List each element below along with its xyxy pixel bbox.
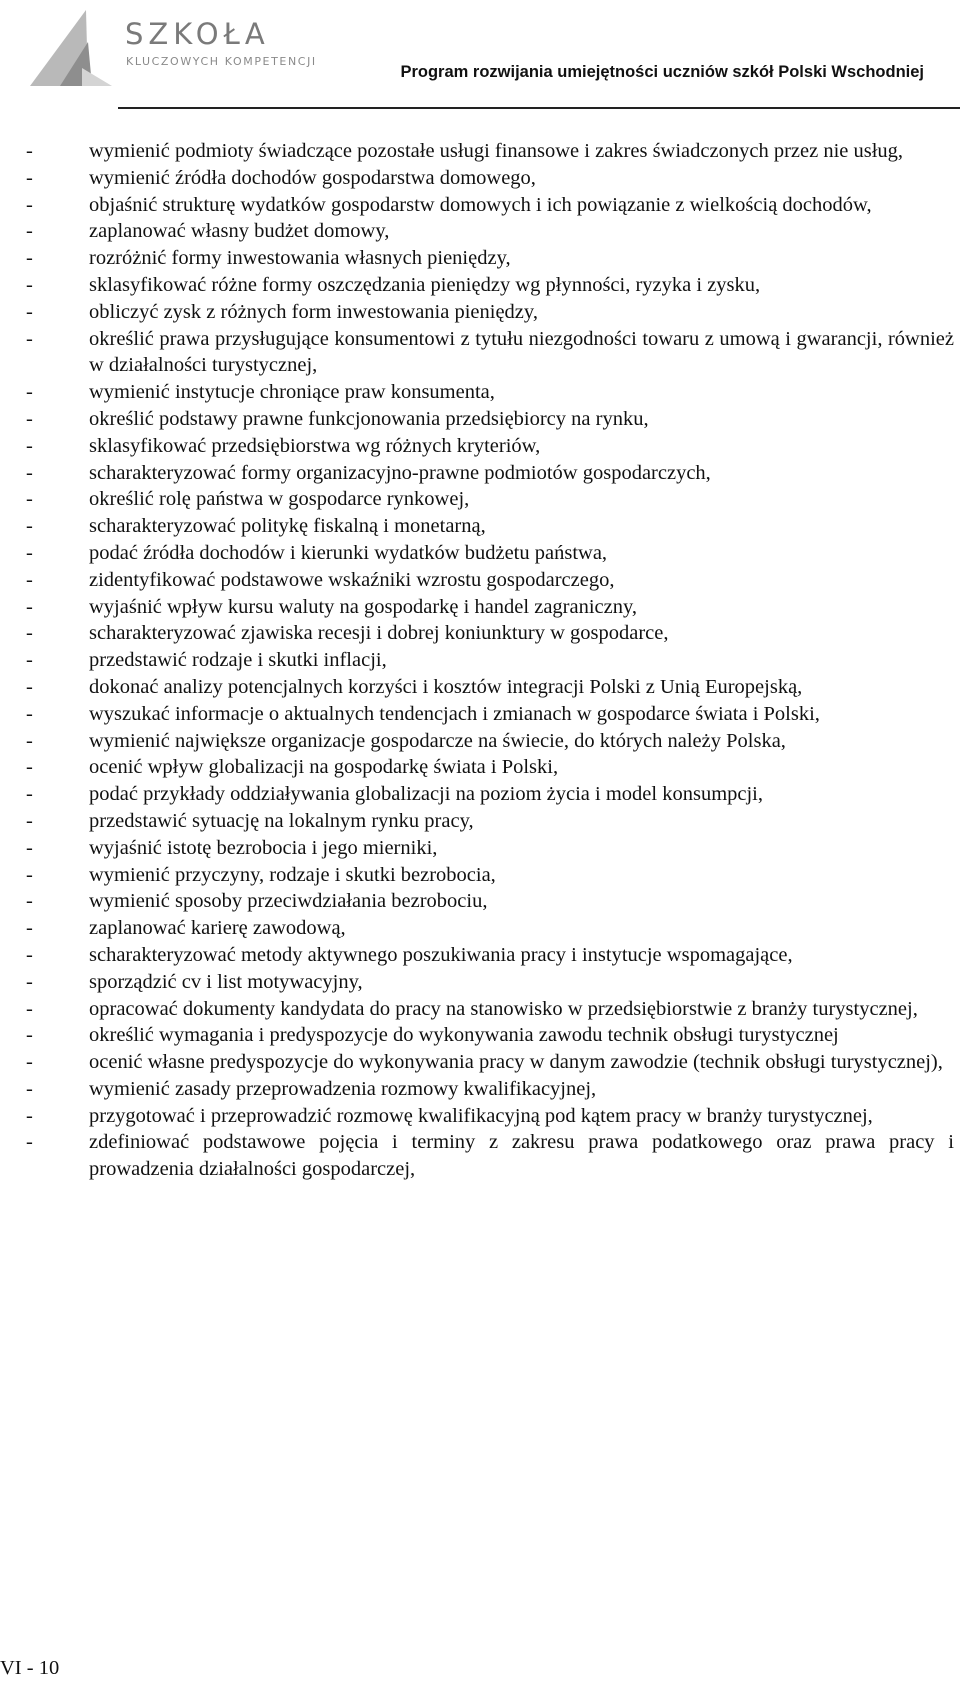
list-dash: - [26,702,33,725]
skills-list [26,138,954,1183]
list-dash: - [26,193,33,216]
list-item-text: zaplanować karierę zawodową, [89,917,346,940]
list-dash: - [26,649,33,672]
list-item [26,1076,954,1103]
list-dash: - [26,247,33,270]
list-dash: - [26,273,33,296]
list-item [26,1103,954,1130]
logo-subtitle: KLUCZOWYCH KOMPETENCJI [126,55,317,68]
list-item [26,888,954,915]
list-item-text: zaplanować własny budżet domowy, [89,220,390,243]
list-dash: - [26,1051,33,1074]
list-item [26,942,954,969]
list-item-text: sporządzić cv i list motywacyjny, [89,970,363,993]
list-item-text: ocenić własne predyspozycje do wykonywania pracy w danym zawodzie (technik obsługi turystycznej), [89,1051,943,1074]
list-item-text: określić prawa przysługujące konsumentowi z tytułu niezgodności towaru z umową i gwarancji, również w działalności turystycznej, [89,327,954,377]
list-item-text: wymienić podmioty świadczące pozostałe usługi finansowe i zakres świadczonych przez nie usług, [89,140,904,162]
list-dash: - [26,890,33,913]
list-item-text: przedstawić rodzaje i skutki inflacji, [89,649,387,672]
list-item-text: zidentyfikować podstawowe wskaźniki wzrostu gospodarczego, [89,568,615,591]
list-item-text: wymienić największe organizacje gospodarcze na świecie, do których należy Polska, [89,729,786,752]
list-item [26,594,954,621]
list-item [26,1022,954,1049]
list-dash: - [26,595,33,618]
list-item [26,486,954,513]
list-item-text: podać źródła dochodów i kierunki wydatków budżetu państwa, [89,541,608,564]
list-item-text: scharakteryzować formy organizacyjno-prawne podmiotów gospodarczych, [89,461,711,484]
list-dash: - [26,675,33,698]
list-dash: - [26,166,33,189]
list-item [26,433,954,460]
list-item-text: przedstawić sytuację na lokalnym rynku pracy, [89,809,474,832]
program-title: Program rozwijania umiejętności uczniów szkół Polski Wschodniej [400,63,924,81]
logo-title: SZKOŁA [125,17,270,51]
list-dash: - [26,863,33,886]
list-item-text: wyszukać informacje o aktualnych tendencjach i zmianach w gospodarce świata i Polski, [89,702,820,725]
list-dash: - [26,836,33,859]
list-item-text: ocenić wpływ globalizacji na gospodarkę świata i Polski, [89,756,559,779]
list-item [26,540,954,567]
list-item-text: wymienić zasady przeprowadzenia rozmowy kwalifikacyjnej, [89,1077,597,1100]
list-dash: - [26,809,33,832]
list-item-text: określić wymagania i predyspozycje do wykonywania zawodu technik obsługi turystycznej [89,1024,839,1047]
list-item-text: określić rolę państwa w gospodarce rynkowej, [89,488,470,511]
list-dash: - [26,1077,33,1100]
list-item-text: wymienić źródła dochodów gospodarstwa domowego, [89,166,536,189]
list-item-text: wymienić sposoby przeciwdziałania bezrobociu, [89,890,488,913]
list-item [26,299,954,326]
list-item [26,647,954,674]
list-item-text: opracować dokumenty kandydata do pracy na stanowisko w przedsiębiorstwie z branży turystycznej, [89,997,918,1020]
list-item-text: przygotować i przeprowadzić rozmowę kwalifikacyjną pod kątem pracy w branży turystycznej, [89,1104,873,1127]
list-dash: - [26,729,33,752]
list-dash: - [26,622,33,645]
list-item [26,460,954,487]
list-item [26,379,954,406]
list-item-text: scharakteryzować metody aktywnego poszukiwania pracy i instytucje wspomagające, [89,943,793,966]
list-dash: - [26,568,33,591]
list-dash: - [26,1104,33,1127]
list-dash: - [26,140,33,162]
list-dash: - [26,970,33,993]
list-item [26,165,954,192]
list-item [26,754,954,781]
list-item [26,567,954,594]
list-item-text: sklasyfikować przedsiębiorstwa wg różnych kryteriów, [89,434,541,457]
list-item-text: wymienić przyczyny, rodzaje i skutki bezrobocia, [89,863,496,886]
list-item-text: objaśnić strukturę wydatków gospodarstw domowych i ich powiązanie z wielkością dochodów, [89,193,872,216]
list-dash: - [26,327,33,350]
list-item-text: sklasyfikować różne formy oszczędzania pieniędzy wg płynności, ryzyka i zysku, [89,273,761,296]
list-item [26,835,954,862]
list-dash: - [26,381,33,404]
list-item [26,218,954,245]
list-dash: - [26,488,33,511]
list-item [26,862,954,889]
list-item-text: podać przykłady oddziaływania globalizacji na poziom życia i model konsumpcji, [89,783,764,806]
list-item [26,701,954,728]
list-dash: - [26,997,33,1020]
list-item [26,245,954,272]
header-rule [118,107,960,109]
list-dash: - [26,300,33,323]
list-item [26,620,954,647]
list-item [26,915,954,942]
list-item [26,1129,954,1183]
list-dash: - [26,407,33,430]
list-item [26,138,954,165]
list-dash: - [26,461,33,484]
list-item [26,513,954,540]
list-item [26,272,954,299]
list-dash: - [26,783,33,806]
list-item-text: określić podstawy prawne funkcjonowania przedsiębiorcy na rynku, [89,407,649,430]
list-item [26,728,954,755]
list-item-text: scharakteryzować zjawiska recesji i dobrej koniunktury w gospodarce, [89,622,669,645]
page-header [0,0,960,112]
list-item [26,406,954,433]
list-item [26,1049,954,1076]
list-dash: - [26,1024,33,1047]
list-item-text: dokonać analizy potencjalnych korzyści i kosztów integracji Polski z Unią Europejską, [89,675,803,698]
list-item [26,326,954,380]
list-item-text: rozróżnić formy inwestowania własnych pieniędzy, [89,247,511,270]
list-dash: - [26,756,33,779]
list-item [26,192,954,219]
list-item [26,996,954,1023]
list-dash: - [26,434,33,457]
page-number: VI - 10 [0,1657,60,1679]
list-item-text: wymienić instytucje chroniące praw konsumenta, [89,381,495,404]
list-item [26,781,954,808]
list-dash: - [26,220,33,243]
list-dash: - [26,1131,33,1154]
list-item-text: scharakteryzować politykę fiskalną i monetarną, [89,515,486,538]
list-item [26,674,954,701]
list-dash: - [26,515,33,538]
list-item-text: obliczyć zysk z różnych form inwestowania pieniędzy, [89,300,538,323]
list-item [26,969,954,996]
list-item [26,808,954,835]
list-item-text: wyjaśnić wpływ kursu waluty na gospodarkę i handel zagraniczny, [89,595,638,618]
list-dash: - [26,943,33,966]
list-dash: - [26,917,33,940]
list-dash: - [26,541,33,564]
school-logo-icon [26,8,116,88]
list-item-text: wyjaśnić istotę bezrobocia i jego mierniki, [89,836,438,859]
list-item-text: zdefiniować podstawowe pojęcia i terminy z zakresu prawa podatkowego oraz prawa pracy i prowadzenia działalności gospodarczej, [89,1131,954,1181]
